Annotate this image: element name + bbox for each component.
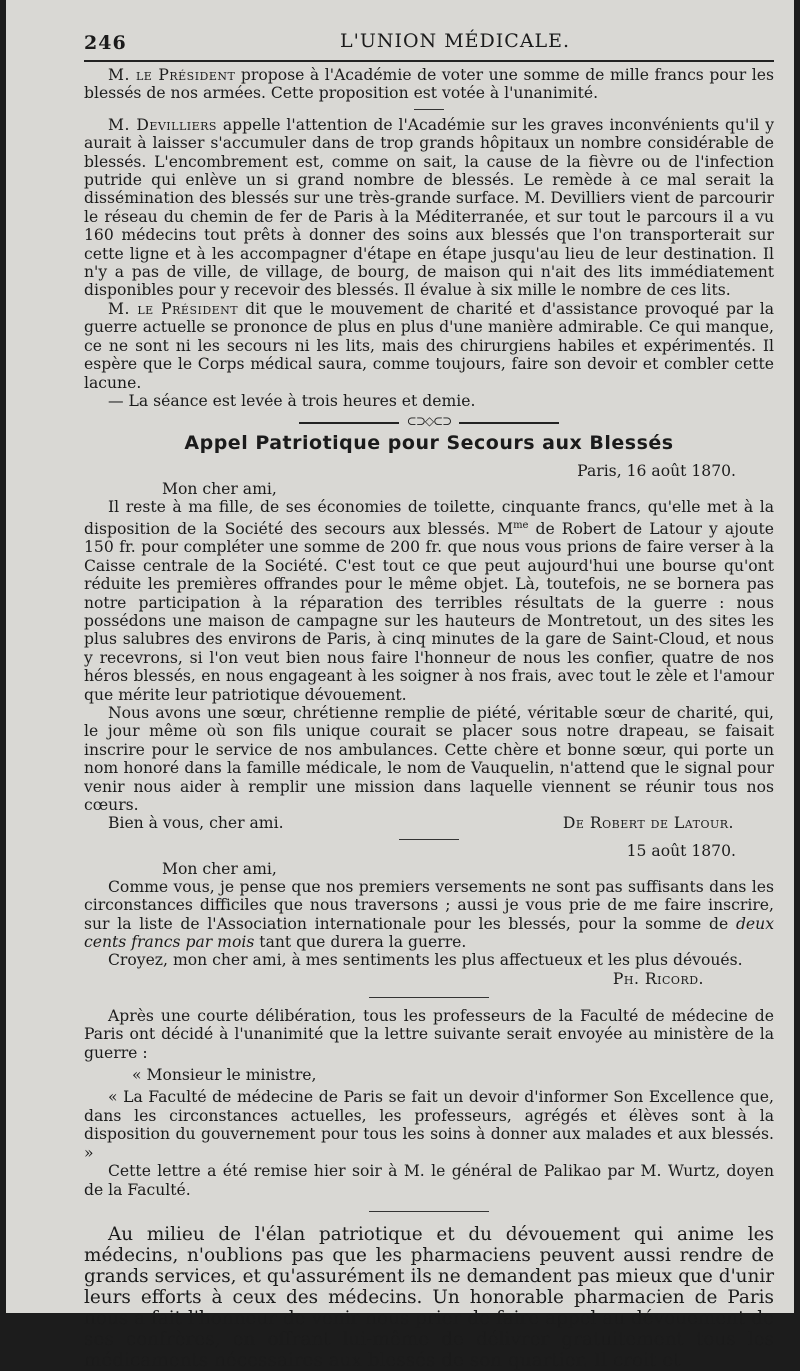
section-title: Appel Patriotique pour Secours aux Blessés	[184, 432, 674, 455]
letter2-dateline: 15 août 1870.	[626, 841, 736, 860]
header-rule	[84, 60, 774, 62]
speaker-president: M. le Président	[108, 299, 239, 318]
letter1-dateline: Paris, 16 août 1870.	[577, 462, 736, 481]
divider	[399, 839, 459, 840]
document-page	[6, 0, 794, 1371]
faculty-letter-salutation: « Monsieur le ministre,	[132, 1066, 317, 1085]
pharmacists-paragraph: Au milieu de l'élan patriotique et du dévouement qui anime les médecins, n'oublions pas que les pharmaciens peuvent aussi rendre de grands services, et qu'assurément ils ne demandent pas mieux que d'unir leurs efforts à ceux des médecins. Un honorable pharmacien de Paris nous a fait l'honneur de venir nous prier de faire appel au dévouement de ses confrères, en offrant lui-même de délivrer gratuitement tous les médicaments nécessaires aux blessés de son quartier. Il croit et	[84, 1223, 774, 1371]
speaker-president: M. le Président	[108, 66, 236, 84]
letter2-paragraph-1: Comme vous, je pense que nos premiers versements ne sont pas suffisants dans les circonstances difficiles que nous traversons ; aussi je vous prie de me faire inscrire, sur la liste de l'Association internationale pour les blessés, pour la somme de deux cents francs par mois tant que durera la guerre.	[84, 877, 774, 952]
page-number: 246	[84, 32, 127, 54]
letter2-closing: Croyez, mon cher ami, à mes sentiments les plus affectueux et les plus dévoués.	[108, 951, 743, 970]
divider	[369, 997, 489, 998]
faculty-letter: « La Faculté de médecine de Paris se fait un devoir d'informer Son Excellence que, dans les circonstances actuelles, les professeurs, agrégés et élèves sont à la disposition du gouvernement pour tous les soins à donner aux malades et aux blessés. »	[84, 1088, 774, 1162]
letter1-salutation: Mon cher ami,	[162, 480, 277, 499]
running-head	[84, 26, 774, 56]
letter1-signoff	[84, 814, 774, 832]
session-paragraph-2	[84, 116, 774, 300]
page-content	[84, 26, 774, 1371]
divider	[414, 109, 444, 110]
paragraph-text: dit que le mouvement de charité et d'assistance provoqué par la guerre actuelle se prononce de plus en plus d'une manière admirable. Ce qui manque, ce ne sont ni les secours ni les lits, mais des chirurgiens habiles et expérimentés. Il espère que le Corps médical saura, comme toujours, faire son devoir et combler cette lacune.	[84, 299, 774, 392]
letter2-salutation: Mon cher ami,	[162, 859, 277, 878]
faculty-intro: Après une courte délibération, tous les professeurs de la Faculté de médecine de Paris ont décidé à l'unanimité que la lettre suivante serait envoyée au ministère de la guerre :	[84, 1006, 774, 1062]
session-paragraph-1	[84, 66, 774, 103]
journal-title: L'UNION MÉDICALE.	[340, 30, 571, 52]
speaker-devilliers: M. Devilliers	[108, 115, 217, 134]
ornament-icon: ⊂⊃◇⊂⊃	[399, 414, 459, 428]
session-closing: — La séance est levée à trois heures et demie.	[108, 391, 476, 410]
faculty-note: Cette lettre a été remise hier soir à M. le général de Palikao par M. Wurtz, doyen de la Faculté.	[84, 1162, 774, 1199]
letter2-signature: Ph. Ricord.	[612, 969, 704, 988]
letter1-signature: De Robert de Latour.	[562, 814, 734, 833]
ornament-divider	[299, 414, 559, 429]
letter1-closing: Bien à vous, cher ami.	[108, 814, 284, 833]
paragraph-text: appelle l'attention de l'Académie sur les graves inconvénients qu'il y aurait à laisser s'accumuler dans de trop grands hôpitaux un nombre considérable de blessés. L'encombrement est, comme on sait, la cause de la fièvre ou de l'infection putride qui enlève un si grand nombre de blessés. Le remède à ce mal serait la dissémination des blessés sur une très-grande surface. M. Devilliers vient de parcourir le réseau du chemin de fer de Paris à la Méditerranée, et sur tout le parcours il a vu 160 médecins tout prêts à donner des soins aux blessés que l'on transporterait sur cette ligne et à les accompagner d'étape en étape jusqu'au lieu de leur destination. Il n'y a pas de ville, de village, de bourg, de maison qui n'ait des lits immédiatement disponibles pour y recevoir des blessés. Il évalue à six mille le nombre de ces lits.	[84, 115, 774, 300]
letter1-paragraph-1: Il reste à ma fille, de ses économies de toilette, cinquante francs, qu'elle met à la disposition de la Société des secours aux blessés. $M^{me}$ de Robert de Latour y ajoute 150 fr. pour compléter une somme de 200 fr. que nous vous prions de faire verser à la Caisse centrale de la Société. C'est tout ce que peut aujourd'hui une bourse qu'ont réduite les premières offrandes pour le même objet. Là, toutefois, ne se bornera pas notre participation à la réparation des terribles résultats de la guerre : nous possédons une maison de campagne sur les hauteurs de Montretout, un des sites les plus salubres des environs de Paris, à cinq minutes de la gare de Saint-Cloud, et nous y recevrons, si l'on veut bien nous faire l'honneur de nous les confier, quatre de nos héros blessés, en nous engageant à les soigner à nos frais, avec tout le zèle et l'amour que mérite leur patriotique dévouement.	[84, 498, 774, 704]
letter1-paragraph-2: Nous avons une sœur, chrétienne remplie de piété, véritable sœur de charité, qui, le jour même où son fils unique courait se placer sous notre drapeau, se faisait inscrire pour le service de nos ambulances. Cette chère et bonne sœur, qui porte un nom honoré dans la famille médicale, le nom de Vauquelin, n'attend que le signal pour venir nous aider à remplir une mission dans laquelle viennent se réunir tous nos cœurs.	[84, 703, 774, 814]
pharmacists-section	[84, 1224, 774, 1371]
session-paragraph-3	[84, 300, 774, 392]
divider	[369, 1211, 489, 1212]
paragraph-text: propose à l'Académie de voter une somme de mille francs pour les blessés de nos armées. Cette proposition est votée à l'unanimité.	[84, 66, 775, 103]
